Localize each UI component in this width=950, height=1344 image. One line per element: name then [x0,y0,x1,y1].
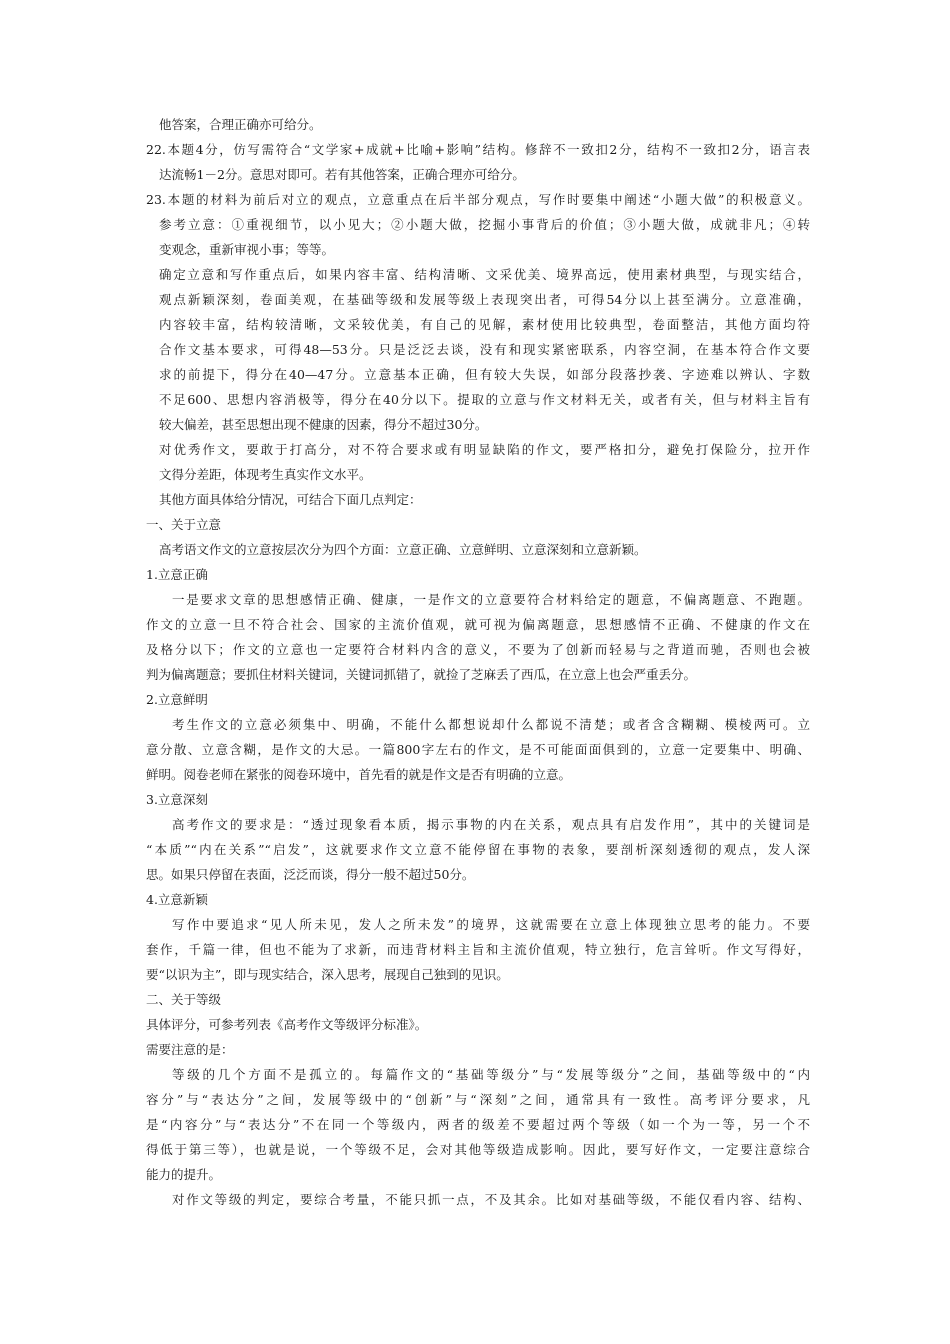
paragraph-line: 意分散、立意含糊，是作文的大忌。一篇800字左右的作文，是不可能面面俱到的，立意一定要集中、明确、 [146,742,810,757]
q23-grading-line: 观点新颖深刻，卷面美观，在基础等级和发展等级上表现突出者，可得54分以上甚至满分。立意准确， [159,292,810,307]
paragraph-line: 能力的提升。 [146,1167,222,1182]
paragraph-line: 具体评分，可参考列表《高考作文等级评分标准》。 [146,1017,428,1032]
q23-grading-line: 较大偏差，甚至思想出现不健康的因素，得分不超过30分。 [159,417,488,432]
paragraph-line: 是“内容分”与“表达分”不在同一个等级内，两者的级差不要超过两个等级（如一个为一等，另一个不 [146,1117,810,1132]
paragraph-line: 思。如果只停留在表面，泛泛而谈，得分一般不超过50分。 [146,867,475,882]
paragraph-line: 判为偏离题意；要抓住材料关键词，关键词抓错了，就捡了芝麻丢了西瓜，在立意上也会严重丢分。 [146,667,697,682]
subsection-title: 1.立意正确 [146,567,208,582]
paragraph-line: 要“以识为主”，即与现实结合，深入思考，展现自己独到的见识。 [146,967,509,982]
paragraph-line: 需要注意的是： [146,1042,234,1057]
q23-excellent-line: 文得分差距，体现考生真实作文水平。 [159,467,372,482]
q23-grading-line: 不足600、思想内容消极等，得分在40分以下。提取的立意与作文材料无关，或者有关，但与材料主旨有 [159,392,810,407]
q23-grading-line: 求的前提下，得分在40—47分。立意基本正确，但有较大失误，如部分段落抄袭、字迹难以辨认、字数 [159,367,810,382]
paragraph-line: 高考作文的要求是：“透过现象看本质，揭示事物的内在关系，观点具有启发作用”，其中的关键词是 [172,817,810,832]
subsection-title: 4.立意新颖 [146,892,208,907]
paragraph-line: 鲜明。阅卷老师在紧张的阅卷环境中，首先看的就是作文是否有明确的立意。 [146,767,572,782]
q23-intro: 23.本题的材料为前后对立的观点，立意重点在后半部分观点，写作时要集中阐述“小题大做”的积极意义。 [146,192,810,207]
q23-excellent-line: 对优秀作文，要敢于打高分，对不符合要求或有明显缺陷的作文，要严格扣分，避免打保险分，拉开作 [159,442,810,457]
q23-reference-line: 参考立意：①重视细节，以小见大；②小题大做，挖掘小事背后的价值；③小题大做，成就非凡；④转 [159,217,810,232]
paragraph-line: 及格分以下；作文的立意也一定要符合材料内含的意义，不要为了创新而轻易与之背道而驰，否则也会被 [146,642,810,657]
q23-grading-line: 合作文基本要求，可得48—53分。只是泛泛去谈，没有和现实紧密联系，内容空洞，在基本符合作文要 [159,342,810,357]
paragraph-line: 作文的立意一旦不符合社会、国家的主流价值观，就可视为偏离题意，思想感情不正确、不健康的作文在 [146,617,810,632]
paragraph-line: 对作文等级的判定，要综合考量，不能只抓一点，不及其余。比如对基础等级，不能仅看内容、结构、 [172,1192,810,1207]
subsection-title: 2.立意鲜明 [146,692,208,707]
paragraph-line: 考生作文的立意必须集中、明确，不能什么都想说却什么都说不清楚；或者含含糊糊、模棱两可。立 [172,717,810,732]
paragraph-line: 得低于第三等），也就是说，一个等级不足，会对其他等级造成影响。因此，要写好作文，一定要注意综合 [146,1142,810,1157]
q23-grading-line: 确定立意和写作重点后，如果内容丰富、结构清晰、文采优美、境界高远，使用素材典型，与现实结合， [159,267,810,282]
paragraph-line: 等级的几个方面不是孤立的。每篇作文的“基础等级分”与“发展等级分”之间，基础等级中的“内 [172,1067,810,1082]
paragraph-line: 容分”与“表达分”之间，发展等级中的“创新”与“深刻”之间，通常具有一致性。高考评分要求，凡 [146,1092,810,1107]
q23-grading-line: 内容较丰富，结构较清晰，文采较优美，有自己的见解，素材使用比较典型，卷面整洁，其他方面均符 [159,317,810,332]
section-intro: 高考语文作文的立意按层次分为四个方面：立意正确、立意鲜明、立意深刻和立意新颖。 [159,542,647,557]
q23-other-line: 其他方面具体给分情况，可结合下面几点判定： [159,492,422,507]
paragraph-line: 写作中要追求“见人所未见，发人之所未发”的境界，这就需要在立意上体现独立思考的能力。不要 [172,917,810,932]
section-heading: 二、关于等级 [146,992,222,1007]
q21-tail: 他答案，合理正确亦可给分。 [159,117,322,132]
q22-line: 22.本题4分，仿写需符合“文学家+成就+比喻+影响”结构。修辞不一致扣2分，结构不一致扣2分，语言表 [146,142,810,157]
paragraph-line: “本质”“内在关系”“启发”，这就要求作文立意不能停留在事物的表象，要剖析深刻透彻的观点，发人深 [146,842,810,857]
paragraph-line: 套作，千篇一律，但也不能为了求新，而违背材料主旨和主流价值观，特立独行，危言耸听。作文写得好， [146,942,810,957]
q22-line: 达流畅1－2分。意思对即可。若有其他答案，正确合理亦可给分。 [159,167,525,182]
section-heading: 一、关于立意 [146,517,222,532]
subsection-title: 3.立意深刻 [146,792,208,807]
q23-reference-line: 变观念，重新审视小事；等等。 [159,242,335,257]
paragraph-line: 一是要求文章的思想感情正确、健康，一是作文的立意要符合材料给定的题意，不偏离题意、不跑题。 [172,592,810,607]
